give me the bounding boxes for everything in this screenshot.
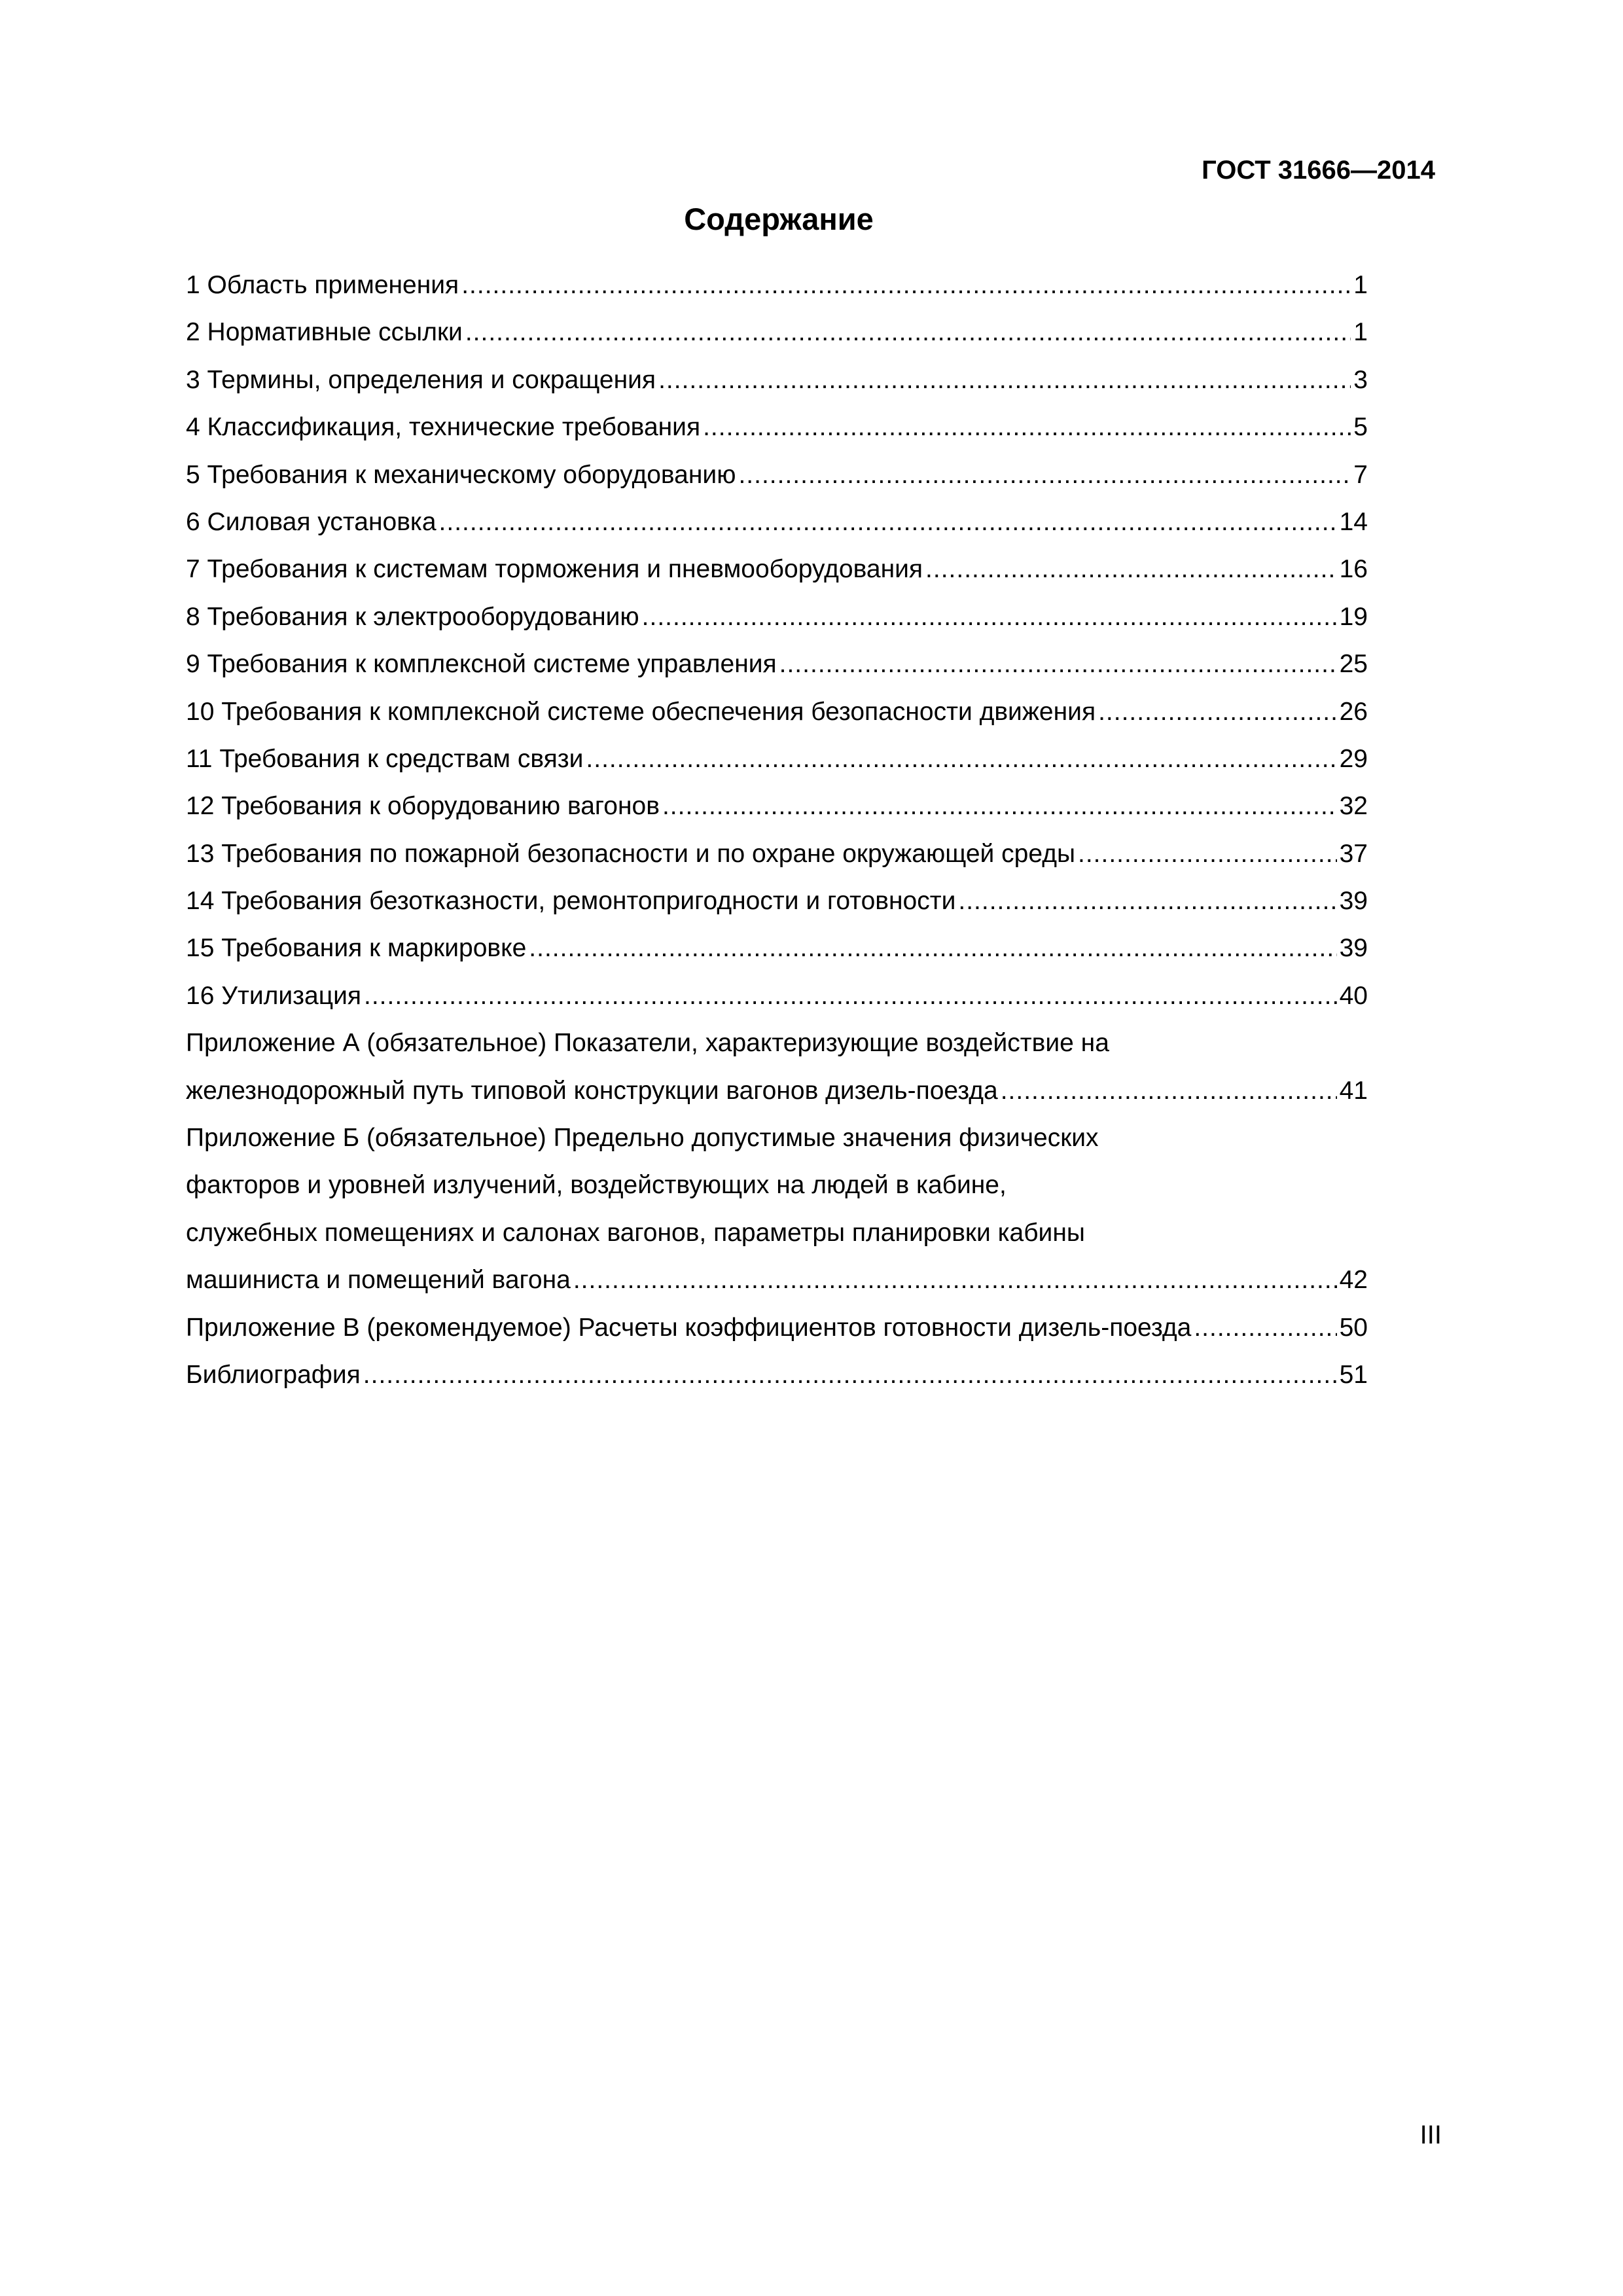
page-number: III: [1419, 2121, 1442, 2149]
toc-entry-label: машиниста и помещений вагона: [186, 1266, 571, 1295]
dot-leader: [529, 925, 1336, 972]
toc-entry[interactable]: [186, 357, 1368, 404]
toc-entry-label: Библиография: [186, 1360, 361, 1389]
toc-entry-page: 39: [1339, 887, 1368, 916]
toc-entry-page: 40: [1339, 981, 1368, 1010]
toc-entry-page: 1: [1353, 318, 1368, 347]
dot-leader: [958, 878, 1336, 925]
toc-entry-label: 6 Силовая установка: [186, 507, 437, 536]
toc-entry-label: 4 Классификация, технические требования: [186, 413, 701, 442]
toc-entry-page: 29: [1339, 744, 1368, 773]
toc-entry-page: 39: [1339, 934, 1368, 963]
toc-entry[interactable]: [186, 925, 1368, 972]
toc-entry[interactable]: [186, 452, 1368, 499]
toc-entry-label: Приложение В (рекомендуемое) Расчеты коэффициентов готовности дизель-поезда: [186, 1313, 1192, 1342]
toc-entry[interactable]: [186, 736, 1368, 783]
dot-leader: [1001, 1067, 1337, 1115]
toc-entry-label: факторов и уровней излучений, воздействующих на людей в кабине,: [186, 1171, 1007, 1200]
toc-entry[interactable]: [186, 783, 1368, 830]
toc-entry[interactable]: [186, 689, 1368, 736]
toc-entry-page: 3: [1353, 365, 1368, 394]
toc-entry[interactable]: [186, 262, 1368, 309]
dot-leader: [658, 357, 1351, 404]
toc-entry-label: 7 Требования к системам торможения и пневмооборудования: [186, 555, 923, 584]
toc-entry-page: 5: [1353, 413, 1368, 442]
toc-entry-label: 9 Требования к комплексной системе управления: [186, 650, 777, 679]
toc-entry[interactable]: [186, 831, 1368, 878]
dot-leader: [1078, 831, 1337, 878]
toc-entry-label: Приложение Б (обязательное) Предельно допустимые значения физических: [186, 1124, 1099, 1153]
toc-entry-page: 32: [1339, 792, 1368, 821]
toc-entry-page: 42: [1339, 1266, 1368, 1295]
dot-leader: [662, 783, 1337, 830]
toc-entry[interactable]: [186, 1115, 1368, 1162]
toc-entry-label: 14 Требования безотказности, ремонтопригодности и готовности: [186, 887, 956, 916]
toc-entry[interactable]: [186, 499, 1368, 546]
toc-entry-page: 37: [1339, 839, 1368, 868]
dot-leader: [779, 641, 1337, 688]
toc-entry-label: Приложение А (обязательное) Показатели, характеризующие воздействие на: [186, 1029, 1109, 1058]
toc-entry-label: служебных помещениях и салонах вагонов, параметры планировки кабины: [186, 1218, 1085, 1247]
toc-title: Содержание: [684, 202, 874, 236]
dot-leader: [642, 594, 1337, 641]
toc-entry[interactable]: [186, 594, 1368, 641]
toc-entry-label: 1 Область применения: [186, 271, 459, 299]
toc-entry[interactable]: [186, 1020, 1368, 1067]
toc-entry[interactable]: [186, 1067, 1368, 1115]
toc-entry-page: 19: [1339, 602, 1368, 631]
dot-leader: [363, 1352, 1337, 1399]
toc-entry-label: 12 Требования к оборудованию вагонов: [186, 792, 660, 821]
toc-entry[interactable]: [186, 1352, 1368, 1399]
toc-entry-label: 2 Нормативные ссылки: [186, 318, 463, 347]
dot-leader: [738, 452, 1351, 499]
dot-leader: [461, 262, 1351, 309]
dot-leader: [925, 546, 1337, 593]
dot-leader: [586, 736, 1336, 783]
toc-entry-page: 26: [1339, 697, 1368, 726]
toc-entry-label: 5 Требования к механическому оборудованию: [186, 460, 736, 489]
toc-entry-label: 16 Утилизация: [186, 981, 361, 1010]
toc-entry-label: железнодорожный путь типовой конструкции вагонов дизель-поезда: [186, 1076, 998, 1105]
toc-entry-page: 51: [1339, 1360, 1368, 1389]
toc-entry[interactable]: [186, 309, 1368, 356]
dot-leader: [573, 1257, 1337, 1304]
toc-entry-page: 14: [1339, 507, 1368, 536]
dot-leader: [439, 499, 1337, 546]
toc-entry[interactable]: [186, 404, 1368, 451]
dot-leader: [364, 973, 1337, 1020]
toc-entry-page: 1: [1353, 271, 1368, 299]
dot-leader: [1194, 1304, 1336, 1352]
toc-entry-label: 10 Требования к комплексной системе обеспечения безопасности движения: [186, 697, 1096, 726]
toc-entry[interactable]: [186, 1304, 1368, 1352]
toc-entry-page: 25: [1339, 650, 1368, 679]
dot-leader: [1098, 689, 1337, 736]
toc-entry-page: 50: [1339, 1313, 1368, 1342]
toc-entry[interactable]: [186, 1162, 1368, 1209]
toc-entry-label: 8 Требования к электрооборудованию: [186, 602, 639, 631]
toc-entry[interactable]: [186, 973, 1368, 1020]
dot-leader: [703, 404, 1351, 451]
toc-entry-page: 16: [1339, 555, 1368, 584]
dot-leader: [465, 309, 1351, 356]
standard-number: ГОСТ 31666—2014: [1202, 156, 1435, 185]
toc-entry-label: 11 Требования к средствам связи: [186, 744, 584, 773]
toc-entry-page: 41: [1339, 1076, 1368, 1105]
toc-entry-label: 13 Требования по пожарной безопасности и по охране окружающей среды: [186, 839, 1075, 868]
toc-entry-label: 3 Термины, определения и сокращения: [186, 365, 656, 394]
toc-entry[interactable]: [186, 878, 1368, 925]
toc-entry[interactable]: [186, 641, 1368, 688]
toc-entry[interactable]: [186, 546, 1368, 593]
toc-entry-label: 15 Требования к маркировке: [186, 934, 527, 963]
toc-entry-page: 7: [1353, 460, 1368, 489]
toc-entry[interactable]: [186, 1257, 1368, 1304]
toc-entry[interactable]: [186, 1210, 1368, 1257]
table-of-contents: [186, 262, 1368, 1399]
